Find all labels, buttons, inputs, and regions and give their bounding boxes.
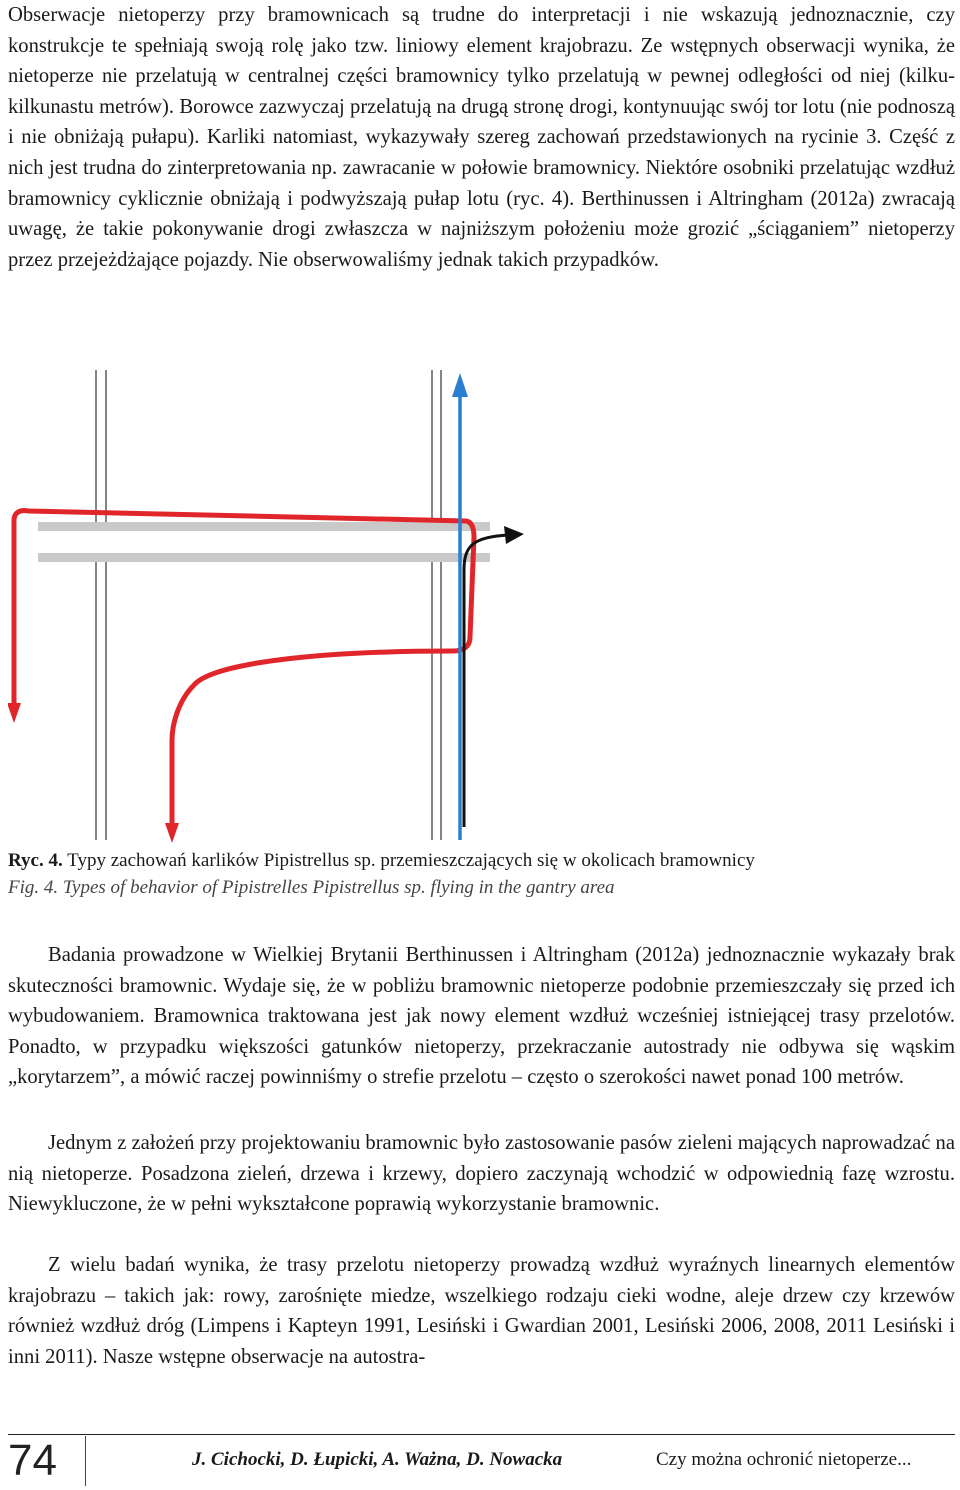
paragraph-intro: Obserwacje nietoperzy przy bramownicach są trudne do interpretacji i nie wskazują jednoznacznie, czy konstrukcje te spełniają swoją rolę jako tzw. liniowy element krajobrazu. Ze wstępnych obserwacji wynika, że nietoperze nie przelatują w centralnej części bramownicy tylko przelatują w pewnej odległości od niej (kilku-kilkunastu metrów). Borowce zazwyczaj przelatują na drugą stronę drogi, kontynuując swój tor lotu (nie podnoszą i nie obniżają pułapu). Karliki natomiast, wykazywały szereg zachowań przedstawionych na rycinie 3. Część z nich jest trudna do zinterpretowania np. zawracanie w połowie bramownicy. Niektóre osobniki przelatując wzdłuż bramownicy cyklicznie obniżają i podwyższają pułap lotu (ryc. 4). Berthinussen i Altringham (2012a) zwracają uwagę, że takie pokonywanie drogi zwłaszcza w najniższym położeniu może grozić „ściąganiem” nietoperzy przez przejeżdżające pojazdy. Nie obserwowaliśmy jednak takich przypadków. [8, 4, 955, 271]
figure-caption-label: Ryc. 4. [8, 850, 63, 871]
footer-authors: J. Cichocki, D. Łupicki, A. Ważna, D. Nowacka [192, 1449, 563, 1470]
page-number: 74 [8, 1436, 57, 1485]
paragraph-green-belts: Jednym z założeń przy projektowaniu bramownic było zastosowanie pasów zieleni mających naprowadzać na nią nietoperze. Posadzona zieleń, drzewa i krzewy, dopiero zaczynają wchodzić w odpowiednią fazę wzrostu. Niewykluczone, że w pełni wykształcone poprawią wykorzystanie bramownic. [8, 1132, 955, 1216]
figure-caption-english: Fig. 4. Types of behavior of Pipistrelles Pipistrellus sp. flying in the gantry area [8, 877, 615, 898]
paragraph-british-study: Badania prowadzone w Wielkiej Brytanii Berthinussen i Altringham (2012a) jednoznacznie wykazały brak skuteczności bramownic. Wydaje się, że w pobliżu bramownic nietoperze podobnie przemieszczały się przed ich wybudowaniem. Bramownica traktowana jest jak nowy element wzdłuż wcześniej istniejącej trasy przelotów. Ponadto, w przypadku większości gatunków nietoperzy, przekraczanie autostrady nie odbywa się wąskim „korytarzem”, a mówić raczej powinniśmy o strefie przelotu – często o szerokości nawet ponad 100 metrów. [8, 944, 955, 1089]
gantry-figure [8, 365, 528, 845]
figure-caption-polish [8, 850, 755, 872]
footer-rule [8, 1434, 955, 1435]
footer-running-title: Czy można ochronić nietoperze... [656, 1449, 912, 1470]
footer-divider [85, 1436, 86, 1486]
figure-caption-text: Typy zachowań karlików Pipistrellus sp. przemieszczających się w okolicach bramownicy [67, 850, 755, 871]
gantry-left-post [96, 370, 106, 840]
gantry-right-post [432, 370, 441, 840]
paragraph-linear-elements: Z wielu badań wynika, że trasy przelotu nietoperzy prowadzą wzdłuż wyraźnych linearnych elementów krajobrazu – takich jak: rowy, zarośnięte miedze, wszelkiego rodzaju cieki wodne, aleje drzew czy krzewów również wzdłuż dróg (Limpens i Kapteyn 1991, Lesiński i Gwardian 2001, Lesiński 2006, 2008, 2011 Lesiński i inni 2011). Nasze wstępne obserwacje na autostra- [8, 1254, 955, 1368]
